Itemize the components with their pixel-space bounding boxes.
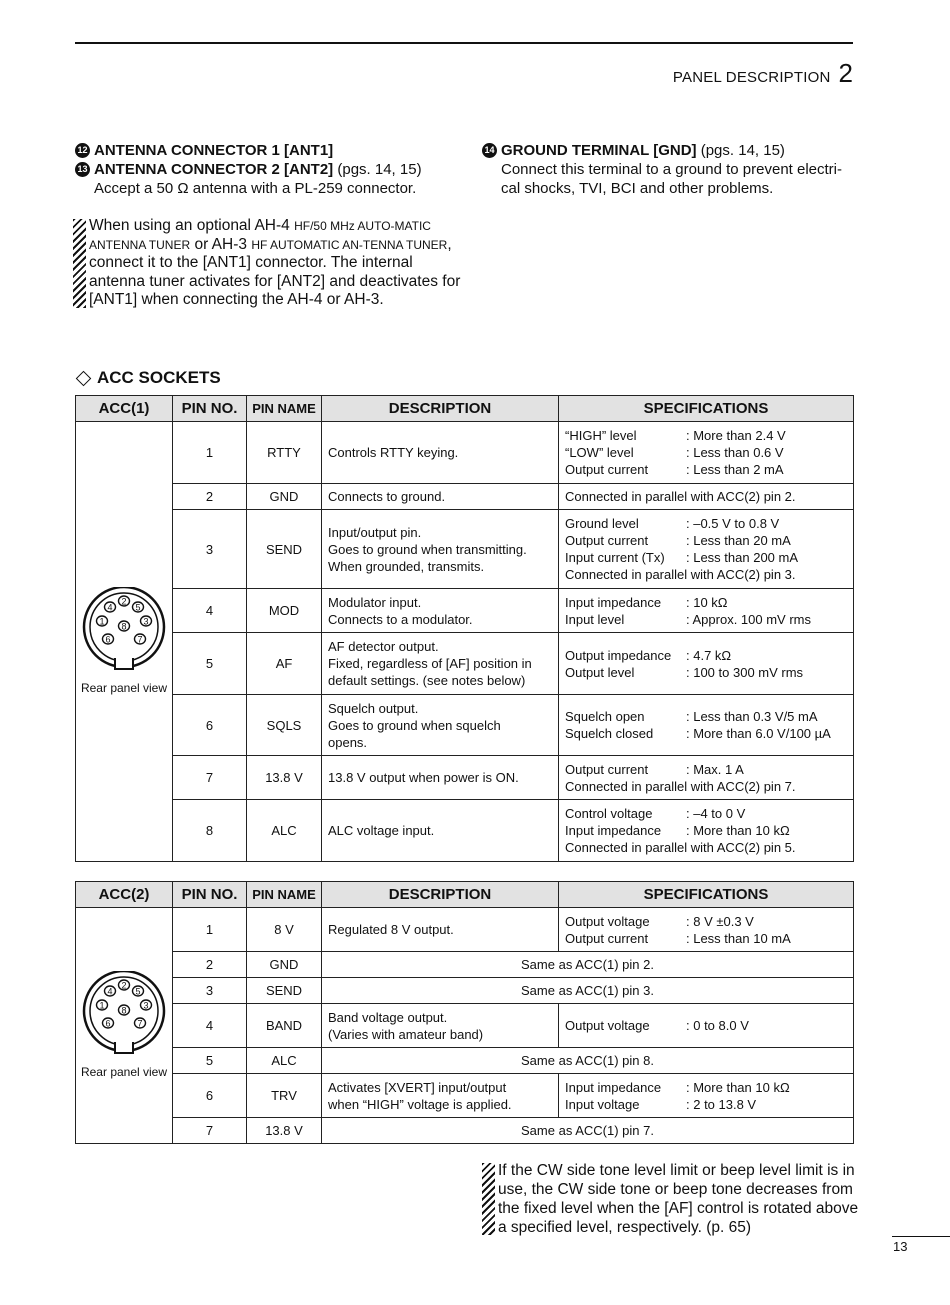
same-as-cell: Same as ACC(1) pin 8. xyxy=(322,1048,854,1074)
table-row xyxy=(76,484,854,510)
spec-value: : Less than 2 mA xyxy=(686,462,784,477)
item-number-badge: 12 xyxy=(75,143,90,158)
svg-text:1: 1 xyxy=(99,1000,105,1011)
column-header: PIN NAME xyxy=(247,396,322,422)
spec-label: Output impedance xyxy=(565,647,672,663)
same-as-cell: Same as ACC(1) pin 3. xyxy=(322,978,854,1004)
description-line: (Varies with amateur band) xyxy=(328,1026,484,1042)
pin-number: 8 xyxy=(173,800,247,862)
table-row xyxy=(76,800,854,862)
heading-text: ACC SOCKETS xyxy=(97,368,221,387)
spec-label: “HIGH” level xyxy=(565,428,637,443)
spec-label: Output current xyxy=(565,761,649,777)
table-row xyxy=(76,1004,854,1048)
spec-label: Output voltage xyxy=(565,1018,650,1033)
table-row xyxy=(76,952,854,978)
description-cell xyxy=(322,589,559,633)
svg-text:8: 8 xyxy=(121,1005,127,1016)
item-title: ANTENNA CONNECTOR 1 [ANT1] xyxy=(94,142,334,159)
description-line: Fixed, regardless of [AF] position in xyxy=(328,656,532,671)
item-title: GROUND TERMINAL [GND] xyxy=(501,142,697,159)
pin-number: 7 xyxy=(173,1118,247,1144)
description-cell xyxy=(322,800,559,862)
description-line: When grounded, transmits. xyxy=(328,558,485,574)
table-row xyxy=(76,1048,854,1074)
svg-text:5: 5 xyxy=(135,986,141,997)
spec-value: : 8 V ±0.3 V xyxy=(686,913,754,929)
din-connector-icon xyxy=(82,971,166,1057)
note-text-smallcaps: HF/50 MHz AUTO-MATIC ANTENNA TUNER xyxy=(89,219,431,252)
spec-label: “LOW” level xyxy=(565,445,634,460)
svg-text:5: 5 xyxy=(135,602,141,613)
specification-cell xyxy=(559,484,854,510)
pin-number: 6 xyxy=(173,695,247,756)
item-number-badge: 14 xyxy=(482,143,497,158)
connector-caption: Rear panel view xyxy=(80,681,168,695)
spec-value: : Less than 0.6 V xyxy=(686,445,784,460)
spec-label: Input level xyxy=(565,611,625,627)
spec-value: : –4 to 0 V xyxy=(686,806,746,821)
specification-cell xyxy=(559,422,854,484)
table-row xyxy=(76,695,854,756)
spec-value: : 4.7 kΩ xyxy=(686,647,732,663)
acc1-table xyxy=(75,395,854,862)
acc-sockets-heading xyxy=(75,368,221,388)
spec-note: Connected in parallel with ACC(2) pin 5. xyxy=(565,840,796,855)
spec-label: Input impedance xyxy=(565,823,662,838)
spec-value: : 0 to 8.0 V xyxy=(686,1018,749,1033)
description-line: opens. xyxy=(328,734,368,750)
description-line: 13.8 V output when power is ON. xyxy=(328,770,519,785)
description-cell xyxy=(322,484,559,510)
spec-label: Output voltage xyxy=(565,913,650,929)
spec-label: Output level xyxy=(565,664,635,680)
specification-cell xyxy=(559,1004,854,1048)
pin-number: 4 xyxy=(173,1004,247,1048)
description-cell xyxy=(322,756,559,800)
spec-note: Connected in parallel with ACC(2) pin 3. xyxy=(565,567,796,582)
spec-value: : More than 2.4 V xyxy=(686,428,786,443)
antenna-connectors-block xyxy=(75,141,447,198)
spec-value: : 2 to 13.8 V xyxy=(686,1096,757,1112)
table-header-row xyxy=(76,882,854,908)
pin-name: 13.8 V xyxy=(247,756,322,800)
description-line: when “HIGH” voltage is applied. xyxy=(328,1096,512,1112)
spec-label: Output current xyxy=(565,462,649,477)
pin-name: TRV xyxy=(247,1074,322,1118)
cw-sidetone-note xyxy=(482,1161,870,1237)
section-number: 2 xyxy=(838,58,853,88)
table-row xyxy=(76,589,854,633)
top-rule xyxy=(75,42,853,44)
pin-number: 7 xyxy=(173,756,247,800)
description-cell xyxy=(322,908,559,952)
spec-label: Control voltage xyxy=(565,806,653,821)
pin-name: SEND xyxy=(247,978,322,1004)
specification-cell xyxy=(559,756,854,800)
table-row xyxy=(76,908,854,952)
pin-number: 2 xyxy=(173,484,247,510)
pin-name: GND xyxy=(247,952,322,978)
same-as-cell: Same as ACC(1) pin 2. xyxy=(322,952,854,978)
spec-value: : Approx. 100 mV rms xyxy=(686,611,811,627)
table-row xyxy=(76,1118,854,1144)
pin-name: BAND xyxy=(247,1004,322,1048)
description-line: Goes to ground when transmitting. xyxy=(328,541,527,557)
spec-value: : More than 10 kΩ xyxy=(686,1079,790,1095)
pin-name: SQLS xyxy=(247,695,322,756)
svg-text:7: 7 xyxy=(137,1018,143,1029)
note-text: or AH-3 xyxy=(190,235,252,253)
pin-number: 5 xyxy=(173,633,247,695)
specification-cell xyxy=(559,908,854,952)
spec-value: : Less than 10 mA xyxy=(686,930,791,946)
svg-text:6: 6 xyxy=(105,634,111,645)
item-pages: (pgs. 14, 15) xyxy=(333,161,422,178)
svg-text:3: 3 xyxy=(143,616,149,627)
description-line: default settings. (see notes below) xyxy=(328,673,526,688)
pin-number: 2 xyxy=(173,952,247,978)
ground-terminal-block xyxy=(482,141,854,198)
description-line: AF detector output. xyxy=(328,639,439,654)
spec-label: Input current (Tx) xyxy=(565,550,665,565)
item-description: Connect this terminal to a ground to prevent electri-cal shocks, TVI, BCI and other problems. xyxy=(501,161,843,197)
section-title: PANEL DESCRIPTION xyxy=(672,69,831,86)
description-line: Modulator input. xyxy=(328,594,422,610)
pin-name: SEND xyxy=(247,510,322,589)
svg-text:4: 4 xyxy=(107,986,113,997)
spec-value: : More than 10 kΩ xyxy=(686,823,790,838)
item-ant2 xyxy=(75,160,447,179)
spec-value: : 10 kΩ xyxy=(686,594,728,610)
specification-cell xyxy=(559,695,854,756)
spec-label: Output current xyxy=(565,533,649,548)
spec-value: : Less than 20 mA xyxy=(686,533,791,548)
column-header: SPECIFICATIONS xyxy=(559,396,854,422)
spec-label: Input impedance xyxy=(565,1079,662,1095)
spec-value: : 100 to 300 mV rms xyxy=(686,664,804,680)
item-title: ANTENNA CONNECTOR 2 [ANT2] xyxy=(94,161,334,178)
description-line: Connects to a modulator. xyxy=(328,611,473,627)
spec-value: : Less than 200 mA xyxy=(686,550,799,565)
item-ant1 xyxy=(75,141,447,160)
description-cell xyxy=(322,633,559,695)
description-cell xyxy=(322,695,559,756)
column-header: SPECIFICATIONS xyxy=(559,882,854,908)
description-line: Squelch output. xyxy=(328,700,419,716)
din-connector-icon xyxy=(82,587,166,673)
spec-label: Input voltage xyxy=(565,1096,640,1112)
pin-number: 5 xyxy=(173,1048,247,1074)
section-header xyxy=(673,58,853,89)
spec-value: : More than 6.0 V/100 µA xyxy=(686,726,831,741)
pin-name: ALC xyxy=(247,1048,322,1074)
column-header: PIN NAME xyxy=(247,882,322,908)
item-description: Accept a 50 Ω antenna with a PL-259 connector. xyxy=(94,180,417,197)
svg-text:3: 3 xyxy=(143,1000,149,1011)
pin-name: AF xyxy=(247,633,322,695)
spec-label: Ground level xyxy=(565,516,639,531)
column-header: PIN NO. xyxy=(173,396,247,422)
svg-text:6: 6 xyxy=(105,1018,111,1029)
pin-number: 1 xyxy=(173,422,247,484)
item-gnd xyxy=(482,141,854,160)
svg-text:2: 2 xyxy=(121,596,127,607)
note-text: , connect it to the [ANT1] connector. The internal antenna tuner activates for [ANT2] and deactivates for [ANT1] when connecting the AH-4 or AH-3. xyxy=(89,235,461,308)
table-row xyxy=(76,633,854,695)
specification-cell xyxy=(559,510,854,589)
specification-cell xyxy=(559,800,854,862)
svg-text:4: 4 xyxy=(107,602,113,613)
svg-text:2: 2 xyxy=(121,980,127,991)
spec-label: Squelch closed xyxy=(565,726,654,741)
description-line: Goes to ground when squelch xyxy=(328,717,501,733)
antenna-tuner-note xyxy=(73,217,461,310)
column-header: PIN NO. xyxy=(173,882,247,908)
column-header: DESCRIPTION xyxy=(322,882,559,908)
description-line: Band voltage output. xyxy=(328,1009,448,1025)
diamond-icon xyxy=(76,370,92,386)
table-row xyxy=(76,756,854,800)
description-line: Controls RTTY keying. xyxy=(328,445,459,460)
pin-name: 13.8 V xyxy=(247,1118,322,1144)
connector-diagram-cell xyxy=(76,908,173,1144)
connector-diagram-cell xyxy=(76,422,173,862)
table-header-row xyxy=(76,396,854,422)
spec-label: Squelch open xyxy=(565,709,645,724)
page-number: 13 xyxy=(893,1239,908,1254)
spec-value: : –0.5 V to 0.8 V xyxy=(686,516,780,531)
pin-name: RTTY xyxy=(247,422,322,484)
pin-name: ALC xyxy=(247,800,322,862)
spec-value: : Max. 1 A xyxy=(686,761,744,777)
specification-cell xyxy=(559,633,854,695)
spec-label: Output current xyxy=(565,930,649,946)
pin-number: 6 xyxy=(173,1074,247,1118)
item-number-badge: 13 xyxy=(75,162,90,177)
note-hatch-icon xyxy=(482,1163,495,1235)
description-line: ALC voltage input. xyxy=(328,823,435,838)
note-text-smallcaps: HF AUTOMATIC AN-TENNA TUNER xyxy=(251,237,448,252)
table-row xyxy=(76,978,854,1004)
description-line: Input/output pin. xyxy=(328,524,422,540)
pin-number: 1 xyxy=(173,908,247,952)
same-as-cell: Same as ACC(1) pin 7. xyxy=(322,1118,854,1144)
spec-note: Connected in parallel with ACC(2) pin 7. xyxy=(565,778,796,794)
column-header: DESCRIPTION xyxy=(322,396,559,422)
column-header: ACC(1) xyxy=(76,396,173,422)
item-pages: (pgs. 14, 15) xyxy=(696,142,785,159)
pin-number: 3 xyxy=(173,978,247,1004)
specification-cell xyxy=(559,589,854,633)
connector-caption: Rear panel view xyxy=(80,1065,168,1079)
pin-number: 4 xyxy=(173,589,247,633)
footer-rule xyxy=(892,1236,950,1237)
description-line: Regulated 8 V output. xyxy=(328,922,454,937)
pin-number: 3 xyxy=(173,510,247,589)
spec-note: Connected in parallel with ACC(2) pin 2. xyxy=(565,489,796,504)
note-text: If the CW side tone level limit or beep level limit is in use, the CW side tone or beep tone decreases from the fixed level when the [AF] control is rotated above a specified level, respectively. (p. 65) xyxy=(498,1162,859,1236)
pin-name: 8 V xyxy=(247,908,322,952)
spec-label: Input impedance xyxy=(565,594,662,610)
acc2-table xyxy=(75,881,854,1144)
description-cell xyxy=(322,1074,559,1118)
table-row xyxy=(76,510,854,589)
pin-name: MOD xyxy=(247,589,322,633)
svg-text:7: 7 xyxy=(137,634,143,645)
pin-name: GND xyxy=(247,484,322,510)
column-header: ACC(2) xyxy=(76,882,173,908)
note-text: When using an optional AH-4 xyxy=(89,217,295,234)
description-line: Activates [XVERT] input/output xyxy=(328,1079,507,1095)
note-hatch-icon xyxy=(73,219,86,308)
table-row xyxy=(76,1074,854,1118)
svg-text:1: 1 xyxy=(99,616,105,627)
description-cell xyxy=(322,422,559,484)
specification-cell xyxy=(559,1074,854,1118)
svg-text:8: 8 xyxy=(121,621,127,632)
description-cell xyxy=(322,1004,559,1048)
table-row xyxy=(76,422,854,484)
description-line: Connects to ground. xyxy=(328,489,446,504)
description-cell xyxy=(322,510,559,589)
spec-value: : Less than 0.3 V/5 mA xyxy=(686,709,818,724)
